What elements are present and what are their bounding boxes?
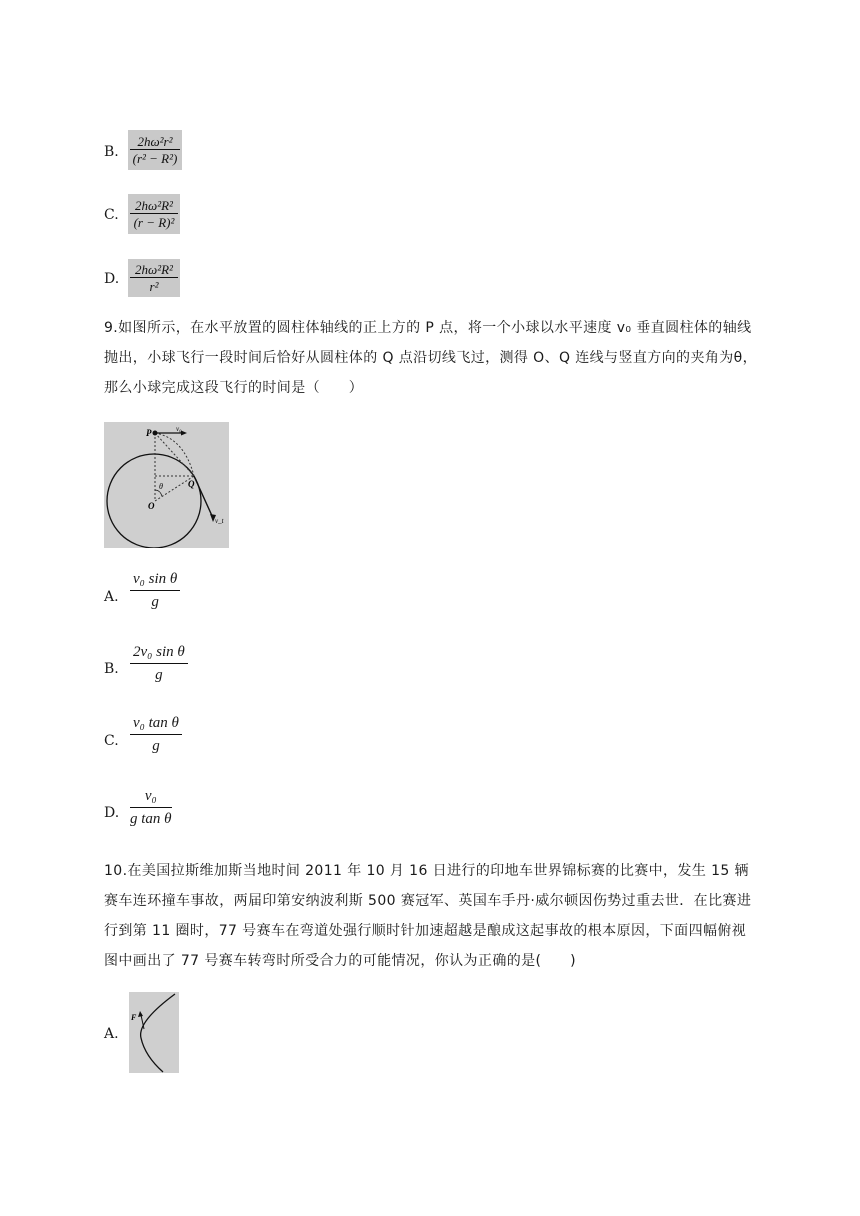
formula-numerator: 2hω²R²	[135, 198, 173, 213]
cylinder-diagram	[104, 422, 229, 548]
label-f: F	[131, 1013, 137, 1022]
q9-option-c-formula	[130, 716, 182, 754]
point-p	[153, 431, 158, 436]
formula-denominator: g	[155, 667, 163, 683]
formula-denominator: (r² − R²)	[132, 151, 178, 166]
q8-option-b-label: B.	[104, 144, 119, 160]
label-vt: v_t	[215, 517, 224, 525]
formula-numerator: v₀ sin θ	[133, 571, 178, 587]
q10-option-a-figure	[129, 992, 179, 1073]
formula-numerator: v₀ tan θ	[133, 715, 179, 731]
label-p: P	[146, 428, 152, 438]
label-q: Q	[188, 479, 195, 489]
q9-question-stem: 9.如图所示，在水平放置的圆柱体轴线的正上方的 P 点，将一个小球以水平速度 v₀ 垂直圆柱体的轴线抛出，小球飞行一段时间后恰好从圆柱体的 Q 点沿切线飞过，测得 O、Q 连线与竖直方向的夹角为θ，那么小球完成这段飞行的时间是（ ）	[104, 320, 758, 396]
q8-option-b-formula	[128, 130, 182, 170]
formula-numerator: 2hω²R²	[135, 262, 173, 277]
q9-option-d-formula	[130, 789, 172, 827]
q8-option-d-formula	[128, 259, 180, 297]
q9-option-d-label: D.	[104, 805, 120, 821]
q9-figure	[104, 422, 229, 548]
q8-option-c-formula	[128, 194, 180, 234]
force-arrowhead	[138, 1011, 143, 1017]
v0-arrowhead	[181, 431, 187, 436]
formula-numerator: 2v₀ sin θ	[133, 644, 185, 660]
formula-denominator: g	[152, 738, 160, 754]
q9-option-b-formula	[130, 645, 188, 683]
q9-option-a-formula	[130, 572, 180, 610]
formula-denominator: g	[151, 594, 159, 610]
tangent-velocity-line	[194, 476, 213, 518]
q9-option-b-label: B.	[104, 661, 119, 677]
q8-option-c-label: C.	[104, 207, 119, 223]
q8-option-d-label: D.	[104, 271, 120, 287]
label-o: O	[148, 501, 155, 511]
label-theta: θ	[159, 482, 163, 491]
formula-numerator: 2hω²r²	[137, 134, 173, 149]
track-curve-diagram	[129, 992, 179, 1073]
q9-option-a-label: A.	[104, 589, 119, 605]
q9-option-c-label: C.	[104, 733, 119, 749]
q10-question-stem: 10.在美国拉斯维加斯当地时间 2011 年 10 月 16 日进行的印地车世界锦标赛的比赛中，发生 15 辆赛车连环撞车事故，两届印第安纳波利斯 500 赛冠军、英国车手丹·威尔顿因伤势过重去世．在比赛进行到第 11 圈时，77 号赛车在弯道处强行顺时针加速超越是酿成这起事故的根本原因，下面四幅俯视图中画出了 77 号赛车转弯时所受合力的可能情况，你认为正确的是( )	[104, 863, 752, 969]
track-curve	[141, 994, 175, 1072]
formula-denominator: r²	[149, 279, 159, 294]
q10-option-a-label: A.	[104, 1026, 119, 1042]
formula-denominator: (r − R)²	[133, 215, 175, 230]
formula-denominator: g tan θ	[130, 811, 172, 827]
label-v0: v₀	[176, 425, 182, 433]
formula-numerator: v₀	[144, 788, 157, 804]
